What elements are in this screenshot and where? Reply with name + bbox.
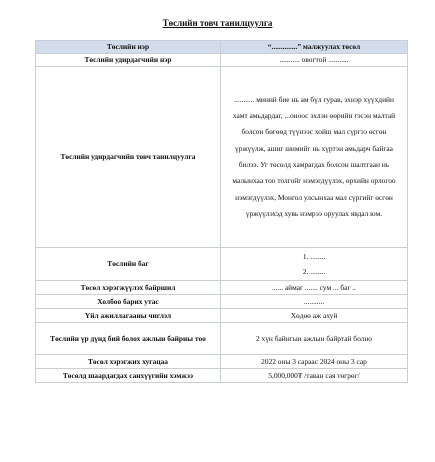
table-row [36,41,408,54]
table-row [36,355,408,369]
duration-label: Төсөл хэрэгжих хугацаа [36,355,221,369]
table-row [36,248,408,281]
table-row [36,369,408,383]
jobs-label: Төслийн үр дүнд бий болох ажлын байрны тоо [36,323,221,355]
leader-intro-label: Төслийн удирдагчийн товч танилцуулга [36,67,221,248]
table-row [36,281,408,295]
phone-value: ........... [221,295,408,309]
duration-value: 2022 оны 3 сараас 2024 оны 3 сар [221,355,408,369]
table-row [36,323,408,355]
leader-name-label: Төслийн удирдагчийн нэр [36,54,221,67]
location-label: Төсөл хэрэгжүүлэх байршил [36,281,221,295]
project-summary-table [35,40,408,383]
project-team-label: Төслийн баг [36,248,221,281]
project-name-value: “..............” малжуулах төсөл [221,41,408,54]
table-row [36,67,408,248]
table-row [36,295,408,309]
document-title: Төслийн товч танилцуулга [162,18,273,28]
jobs-value: 2 хүн байнгын ажлын байртай болно [221,323,408,355]
budget-label: Төсөлд шаардагдах санхүүгийн хэмжээ [36,369,221,383]
table-row [36,54,408,67]
activity-label: Үйл ажиллагааны чиглэл [36,309,221,323]
budget-value: 5,000,000₮ /таван сая төгрөг/ [221,369,408,383]
leader-name-value: ........... овогтой ........... [221,54,408,67]
team-member-1: 1. ........ [302,252,326,261]
location-value: ...... аймаг ....... сум ... баг .. [221,281,408,295]
leader-intro-value: ........... миний бие нь ам бүл гурав, эхнэр хүүхдийн хамт амьдардаг, ...оноос эхлэн өөрийн гэсэн малтай болсон бөгөөд түүнээс хойш мал сүргээ өсгөн үржүүлж, ашиг шимийг нь хүртэн амьдарч байгаа билээ. Уг төсөлд хамрагдах болсон шалтгаан нь малынхаа тоо толгойг нэмэгдүүлэх, өрхийн орлогоо нэмэгдүүлэх, Монгол улсынхаа мал сүргийг өсгөн үржүүлэхэд хувь нэмрээ оруулах явдал юм. [221,67,408,248]
phone-label: Холбоо барих утас [36,295,221,309]
project-name-label: Төслийн нэр [36,41,221,54]
team-member-2: 2. ........ [302,267,326,276]
activity-value: Хөдөө аж ахуй [221,309,408,323]
project-team-value [221,248,408,281]
table-row [36,309,408,323]
